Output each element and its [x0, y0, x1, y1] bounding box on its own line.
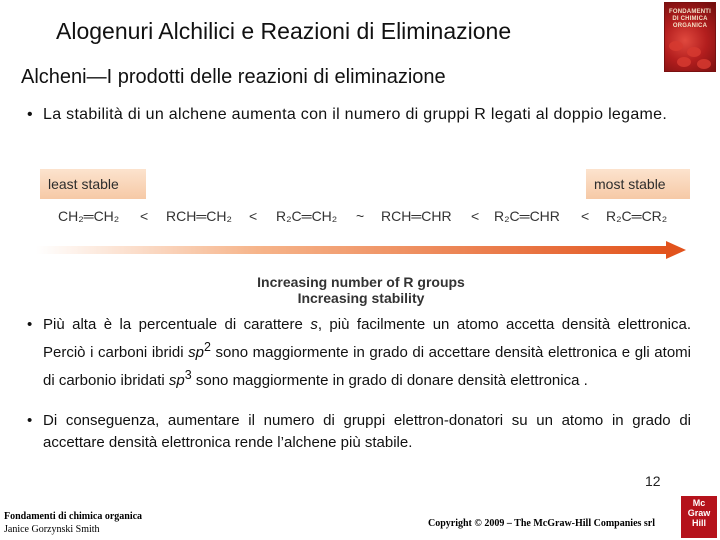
- bullet-icon: •: [27, 106, 33, 123]
- bullet-conclusion: [27, 410, 691, 454]
- bullet-text: La stabilità di un alchene aumenta con il numero di gruppi R legati al doppio legame.: [43, 106, 668, 123]
- slide-title: Alogenuri Alchilici e Reazioni di Eliminazione: [56, 18, 512, 44]
- mcgraw-hill-logo: Mc Graw Hill: [681, 496, 717, 538]
- less-than-sign: <: [581, 208, 590, 224]
- alkene-geminal-disubstituted: R₂C═CH₂: [276, 208, 338, 224]
- least-stable-label: least stable: [40, 169, 146, 199]
- footer-book-info: [4, 510, 142, 536]
- alkene-trisubstituted: R₂C═CHR: [494, 208, 560, 224]
- alkene-vicinal-disubstituted: RCH═CHR: [381, 208, 452, 224]
- alkene-ethylene: CH₂═CH₂: [58, 208, 120, 224]
- footer-author: Janice Gorzynski Smith: [4, 524, 100, 535]
- stability-arrow: [36, 241, 686, 259]
- bullet-icon: •: [27, 316, 33, 333]
- bullet-text: Più alta è la percentuale di carattere s, più facilmente un atomo accetta densità elettronica. Perciò i carboni ibridi $sp^2$ sono maggiormente in grado di accettare densità elettronica e gli atomi di carbonio ibridati $sp^3$ sono maggiormente in grado di donare densità elettronica .: [43, 316, 691, 389]
- page-number: 12: [645, 473, 661, 489]
- caption-stability: Increasing stability: [297, 290, 425, 306]
- bullet-stability: [27, 103, 691, 126]
- bullet-text: Di conseguenza, aumentare il numero di gruppi elettron-donatori su un atomo in grado di accettare densità elettronica rende l’alchene più stabile.: [43, 412, 691, 451]
- stability-figure: [36, 166, 686, 308]
- less-than-sign: <: [471, 208, 480, 224]
- copyright-text: Copyright © 2009 – The McGraw-Hill Companies srl: [428, 518, 656, 529]
- book-cover-image: [664, 2, 716, 72]
- alkene-monosubstituted: RCH═CH₂: [166, 208, 232, 224]
- footer-book-title: Fondamenti di chimica organica: [4, 511, 143, 522]
- most-stable-label: most stable: [586, 169, 690, 199]
- cover-title: FONDAMENTI DI CHIMICA ORGANICA: [669, 9, 711, 29]
- bullet-icon: •: [27, 412, 33, 429]
- bullet-hybridization: [27, 314, 691, 392]
- less-than-sign: <: [249, 208, 258, 224]
- alkene-tetrasubstituted: R₂C═CR₂: [606, 208, 668, 224]
- slide-subtitle: Alcheni—I prodotti delle reazioni di eliminazione: [21, 66, 446, 88]
- caption-r-groups: Increasing number of R groups: [257, 274, 465, 290]
- less-than-sign: <: [140, 208, 149, 224]
- approx-sign: ~: [356, 208, 365, 224]
